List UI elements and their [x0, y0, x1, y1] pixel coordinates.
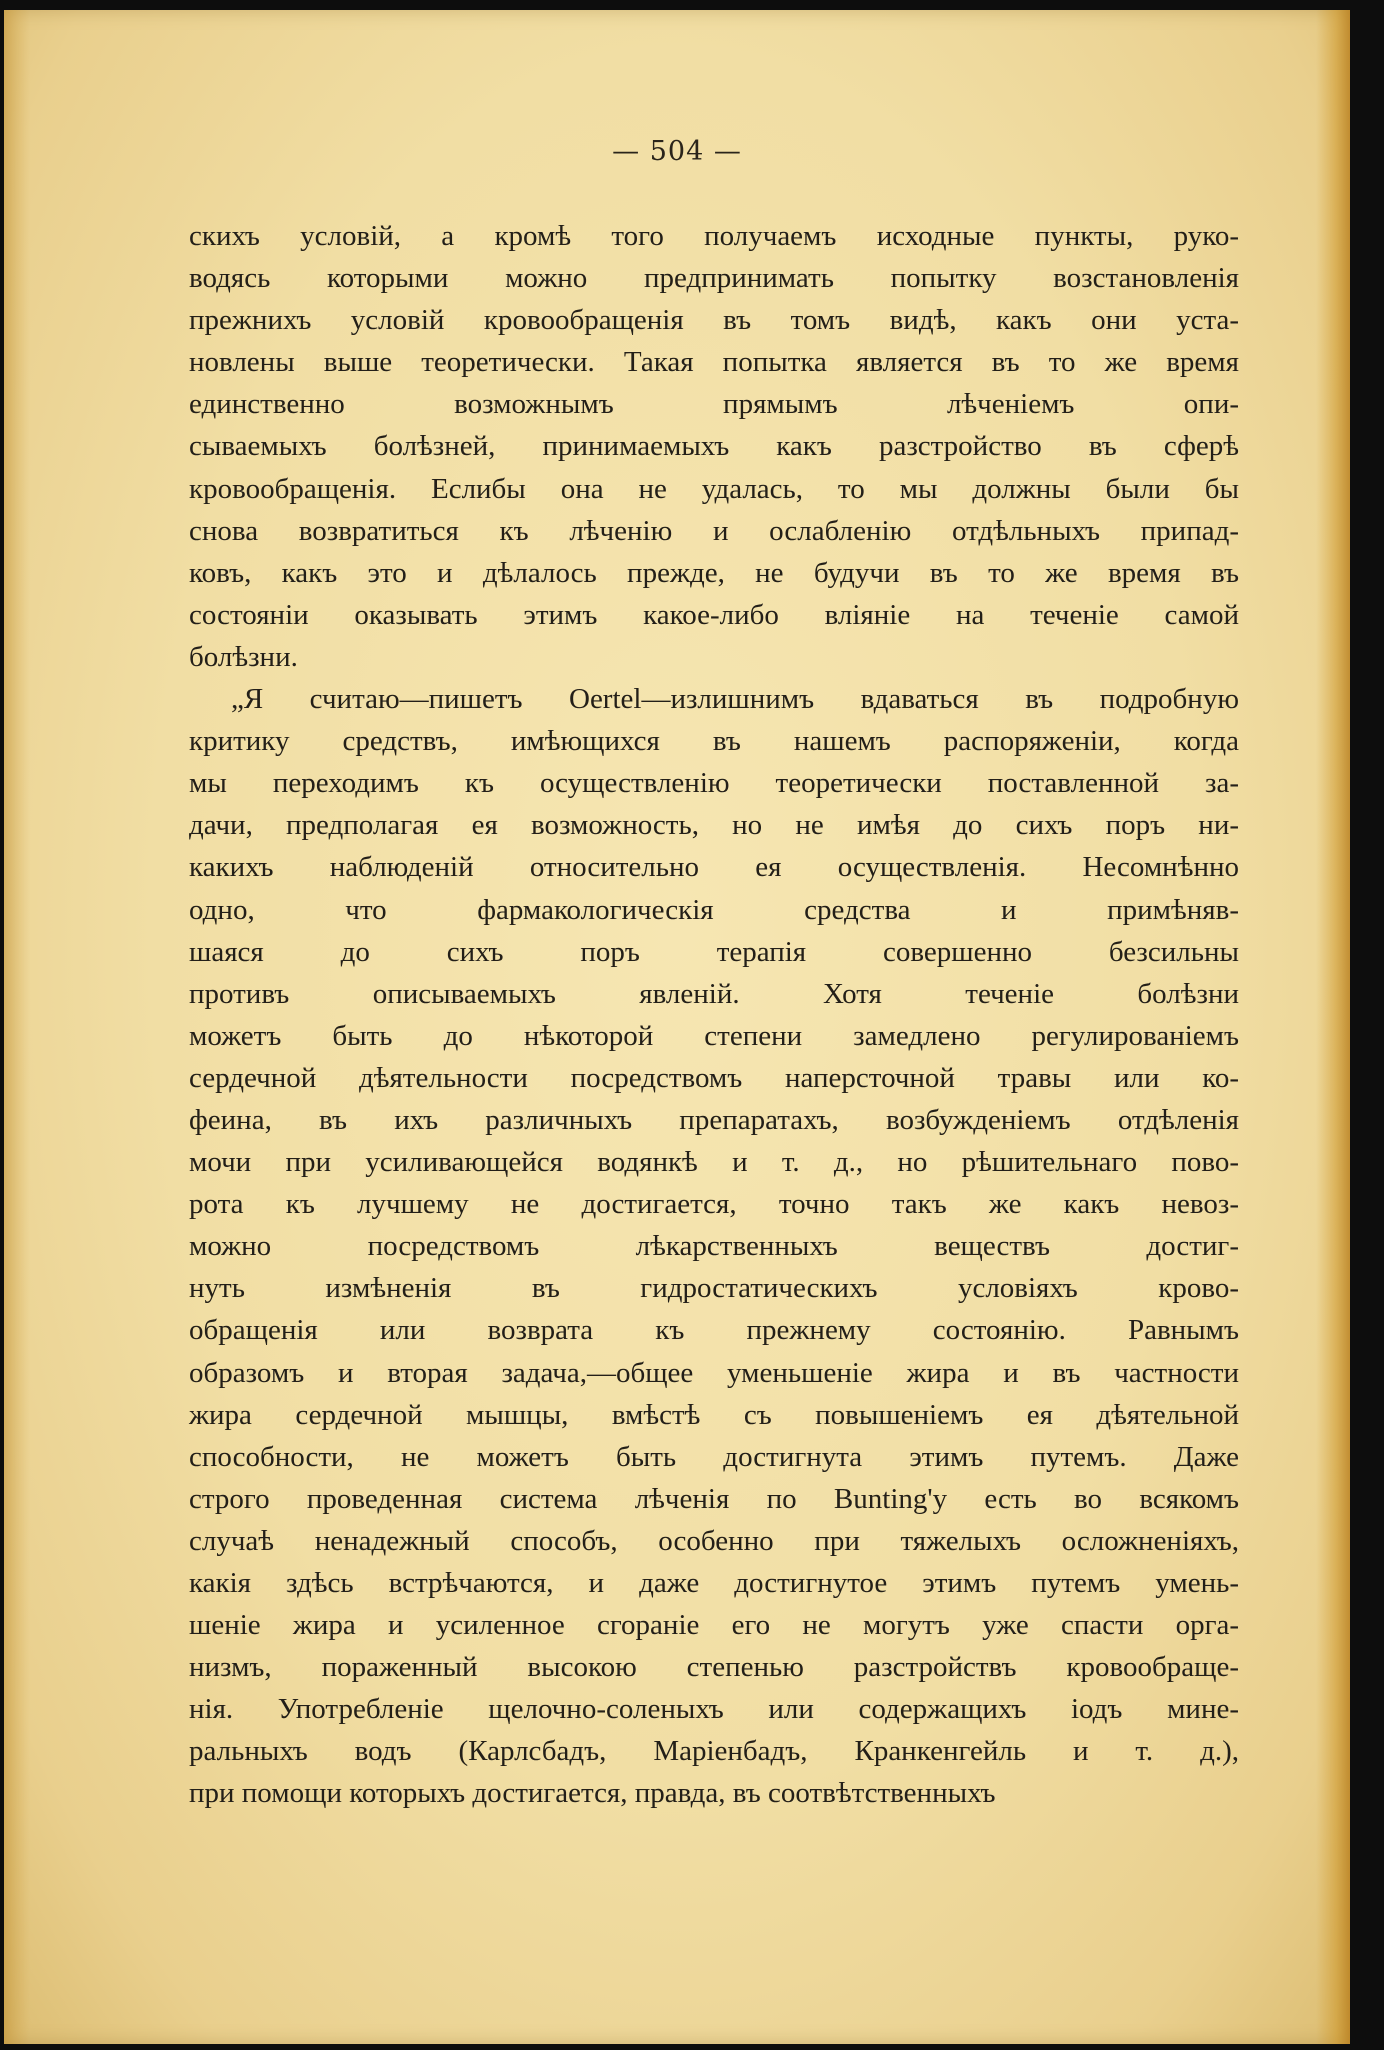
paragraph	[189, 678, 1239, 1815]
text-line: ральныхъ водъ (Карлсбадъ, Маріенбадъ, Кранкенгейль и т. д.),	[189, 1735, 1239, 1768]
text-line: противъ описываемыхъ явленій. Хотя теченіе болѣзни	[189, 977, 1239, 1010]
text-line: обращенія или возврата къ прежнему состоянію. Равнымъ	[189, 1314, 1239, 1347]
text-line: образомъ и вторая задача,—общее уменьшеніе жира и въ частности	[189, 1356, 1239, 1389]
text-line: шаяся до сихъ поръ терапія совершенно безсильны	[189, 935, 1239, 968]
text-line: способности, не можетъ быть достигнута этимъ путемъ. Даже	[189, 1440, 1239, 1473]
text-line: рота къ лучшему не достигается, точно такъ же какъ невоз-	[189, 1188, 1239, 1221]
text-line: сердечной дѣятельности посредствомъ наперсточной травы или ко-	[189, 1061, 1239, 1094]
text-line: новлены выше теоретически. Такая попытка является въ то же время	[189, 346, 1239, 379]
text-line: низмъ, пораженный высокою степенью разстройствъ кровообраще-	[189, 1651, 1239, 1684]
text-line: критику средствъ, имѣющихся въ нашемъ распоряженіи, когда	[189, 725, 1239, 758]
text-line: „Я считаю—пишетъ Oertel—излишнимъ вдаваться въ подробную	[231, 683, 1239, 716]
text-line: шеніе жира и усиленное сгораніе его не могутъ уже спасти орга-	[189, 1609, 1239, 1642]
text-line: ковъ, какъ это и дѣлалось прежде, не будучи въ то же время въ	[189, 556, 1239, 589]
text-line: можно посредствомъ лѣкарственныхъ веществъ достиг-	[189, 1230, 1239, 1263]
page-gutter-shading	[4, 10, 30, 2044]
text-line: снова возвратиться къ лѣченію и ослабленію отдѣльныхъ припад-	[189, 514, 1239, 547]
text-line: мы переходимъ къ осуществленію теоретически поставленной за-	[189, 767, 1239, 800]
text-line: при помощи которыхъ достигается, правда, въ соотвѣтственныхъ	[189, 1777, 996, 1810]
text-line: дачи, предполагая ея возможность, но не имѣя до сихъ поръ ни-	[189, 809, 1239, 842]
paragraph	[189, 215, 1239, 678]
text-line: мочи при усиливающейся водянкѣ и т. д., но рѣшительнаго пово-	[189, 1146, 1239, 1179]
page-edge-shading	[1316, 10, 1350, 2044]
text-line: скихъ условій, а кромѣ того получаемъ исходные пункты, руко-	[189, 220, 1239, 252]
text-line: болѣзни.	[189, 640, 298, 673]
text-line: строго проведенная система лѣченія по Bunting'у есть во всякомъ	[189, 1482, 1239, 1515]
page-number: — 504 —	[612, 136, 742, 167]
text-line: сываемыхъ болѣзней, принимаемыхъ какъ разстройство въ сферѣ	[189, 430, 1239, 463]
text-line: жира сердечной мышцы, вмѣстѣ съ повышеніемъ ея дѣятельной	[189, 1398, 1239, 1431]
text-line: прежнихъ условій кровообращенія въ томъ видѣ, какъ они уста-	[189, 304, 1239, 337]
text-line: одно, что фармакологическія средства и примѣняв-	[189, 893, 1239, 926]
text-line: какія здѣсь встрѣчаются, и даже достигнутое этимъ путемъ умень-	[189, 1567, 1239, 1599]
text-line: нуть измѣненія въ гидростатическихъ условіяхъ крово-	[189, 1272, 1239, 1305]
text-line: можетъ быть до нѣкоторой степени замедлено регулированіемъ	[189, 1019, 1239, 1052]
text-line: единственно возможнымъ прямымъ лѣченіемъ опи-	[189, 388, 1239, 421]
body-text	[189, 215, 1239, 1815]
text-line: нія. Употребленіе щелочно-соленыхъ или содержащихъ іодъ мине-	[189, 1693, 1239, 1726]
text-line: кровообращенія. Еслибы она не удалась, то мы должны были бы	[189, 472, 1239, 505]
text-line: случаѣ ненадежный способъ, особенно при тяжелыхъ осложненіяхъ,	[189, 1524, 1239, 1557]
text-line: феина, въ ихъ различныхъ препаратахъ, возбужденіемъ отдѣленія	[189, 1103, 1239, 1136]
text-line: водясь которыми можно предпринимать попытку возстановленія	[189, 262, 1239, 295]
book-page	[4, 10, 1350, 2044]
text-line: состояніи оказывать этимъ какое-либо вліяніе на теченіе самой	[189, 598, 1239, 631]
text-line: какихъ наблюденій относительно ея осуществленія. Несомнѣнно	[189, 851, 1239, 884]
